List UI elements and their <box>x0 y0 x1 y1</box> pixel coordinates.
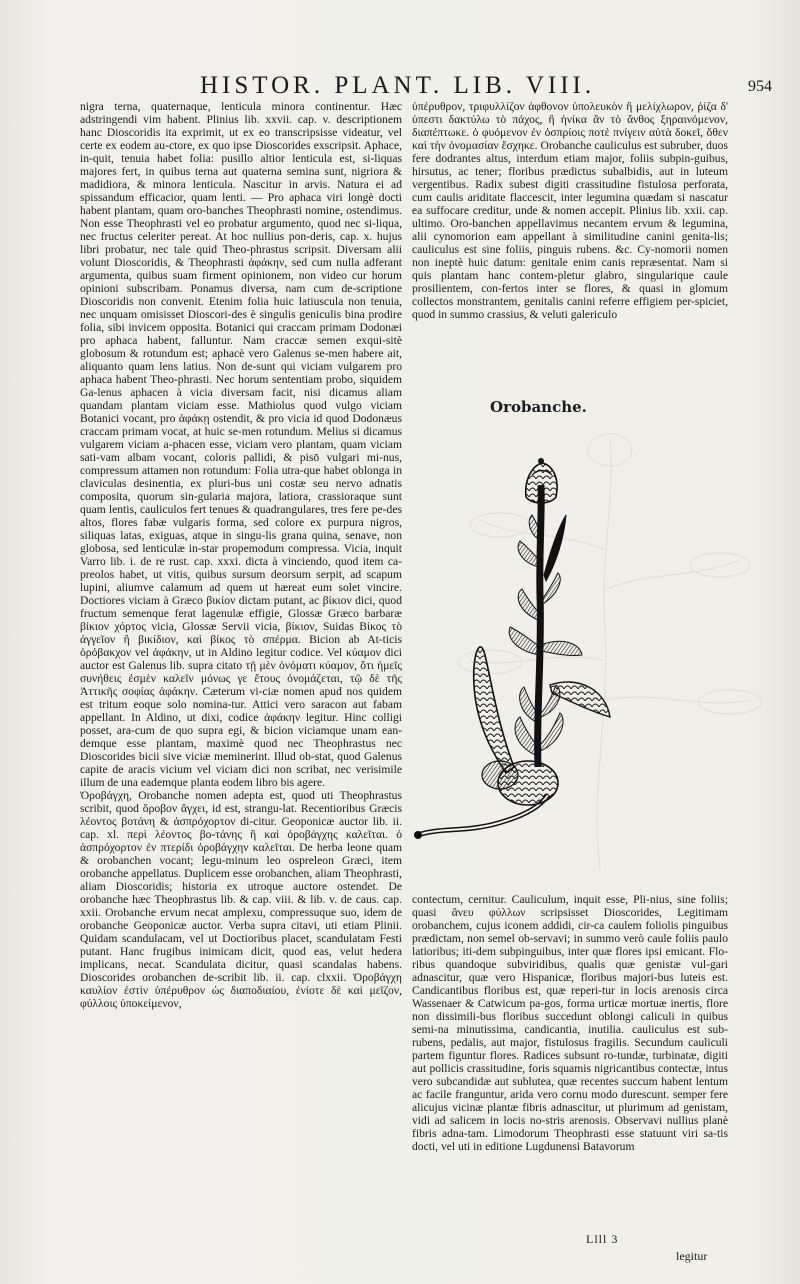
catchword: legitur <box>676 1249 708 1263</box>
left-paragraph-2: Ὀροβάγχη, Orobanche nomen adepta est, quod uti Theophrastus scribit, quod ὄροβον ἄγχει, id est, strangu-lat. Recentioribus Græcis λέοντος βοτάνη & ἀσπρόχορτον di-citur. Geoponicæ auctor lib. ii. cap. xl. περὶ λέοντος βο-τάνης ἢ καὶ ὀροβάγχης καλεῖται. ὁ ἀσπρόχορτον ἐν πτερίδι ὀροβάγχην καλεῖται. De herba leone quam & orobanchen vocant; legu-minum leo ospreleon Græci, item orobanche appellatus. Duplicem esse orobanchen, aliam Theophrasti, aliam Dioscoridis; historia ex utroque auctore ostendet. De orobanche hæc Theophrastus lib. & cap. viii. & lib. v. de caus. cap. xxii. Orobanche ervum necat amplexu, compressuque suo, idem de orobanche Geoponicæ auctor. Verba supra citavi, uti etiam Plinii. Quidam scandulacam, vel ut Doctioribus placet, scandulatam Festi putant. Hanc frugibus inimicam dicit, quod eas, velut hedera implicans, necat. Scandulata dicitur, quasi scandalas habens. Dioscorides orobanchen de-scribit lib. ii. cap. clxxii. Ὀροβάγχη καυλίον ἐστὶν ὑπέρυθρον ὡς διαποδιαίου, ἐνίοτε δὲ καὶ μεῖζον, φύλλοις ὑποκείμενον, <box>80 789 402 1010</box>
right-paragraph-bottom: contectum, cernitur. Cauliculum, inquit esse, Pli-nius, sine foliis; quasi ἄνευ φύλλων scripsisset Dioscorides, Legitimam orobanchem, cujus iconem addidi, cir-ca caulem foliolis pinguibus prædictam, non semel ob-servavi; in summo verò caule foliis paulo latioribus; iti-dem subpinguibus, inter quæ flores ipsi emicant. Flo-ribus quandoque subviridibus, qualis quæ genistæ vul-gari adnascitur, quæ vero Hispanicæ, floribus majori-bus luteis est. Candicantibus floribus est, quæ reperi-tur in locis arenosis circa Wassenaer & Catwicum pa-gos, forma urticæ mortuæ inertis, flore non dissimili-bus floribus succedunt oblongi caliculi in quibus semi-na minutissima, candicantia, inutilia. cauliculus est sub-rubens, pedalis, aut major, fistulosus fragilis. Secundum cauliculi partem figuntur flores. Radices subsunt ro-tundæ, turbinatæ, digiti aut pollicis crassitudine, foris squamis nigricantibus contectæ, intus vero subcandidæ aut sublutea, quæ recentes succum habent lentum ac facile franguntur, arida vero cornu modo durescunt. semper fere alicujus vicinæ plantæ fibris adnascitur, ut plurimum ad genistam, vidi ad salicem in locis no-stris arenosis. Observavi nullius planè fibris adna-tam. Limodorum Theophrasti esse statuunt viri sa-tis docti, vel uti in editione Lugdunensi Batavorum <box>412 893 728 1153</box>
right-column-bottom <box>412 893 728 1153</box>
orobanche-woodcut-icon <box>410 455 660 850</box>
right-paragraph-top: ὑπέρυθρον, τριφυλλίζον ἀφθονον ὑπολευκὸν ἢ μελίχλωρον, ῥίζα δ' ὑπεστι δακτύλω τὸ πάχος, ἣ ἡνίκα ἂν τὸ ἄνθος ξηραινόμενον, διαπέπτωκε. ὁ φυόμενον ἐν ὀσπρίοις ποτὲ πνίγειν αὐτὰ δοκεῖ, ὅθεν καὶ τὴν ὀνομασίαν ἔσχηκε. Orobanche cauliculus est subruber, duos fere dodrantes altus, interdum etiam major, foliis subpin-guibus, hirsutus, ac tener; floribus prædictus subalbidis, aut in luteum vergentibus. Radix subest digiti crassitudine fistulosa perforata, cum caulis ariditate flaccescit, inter legumina quædam si nascatur ea suffocare creditur, unde & nomen accepit. Plinius lib. xxii. cap. ultimo. Oro-banchen appellavimus necantem ervum & legumina, alii cynomorion eam appellant à similitudine canini genita-lis; cauliculus est sine foliis, pinguis rubens. &c. Cy-nomorii nomen non ineptè huic datum: genitale enim canis repræsentat. Nam si quis plantam hanc contem-pletur glabro, singularique caule prosilientem, con-fertos inter se flores, & quasi in glomum collectos monstrantem, genitalis canini referre effigiem per-spiciet, quod in summo crassius, & veluti galericulo <box>412 100 728 321</box>
left-paragraph-1: nigra terna, quaternaque, lenticula minora continentur. Hæc adstringendi vim habent. Plinius lib. xxvii. cap. v. descriptionem hanc Dioscoridis ita exprimit, ut ex eo transcripsisse videatur, vel certe ex eodem au-ctore, ex quo ipse Dioscorides exscripsit. Aphace, in-quit, tenuia habet folia: pusillo altior lenticula est, si-liquas majores fert, in quibus terna aut quaterna semina sunt, nigriora & madidiora, & minora lenticula. Nascitur in arvis. Natura ei ad spissandum efficacior, quam lenti. — Pro aphaca viri longè docti habent plantam, quam oro-banches Theophrasti nomine, ostendimus. Non esse Theophrasti vel eo probatur argumento, quod nec si-liqua, nec fructus celeriter pereat. At hoc nullius pon-deris, cap. x. hujus libri probatur, nec tale quid Theo-phrastus scripsit. Diversam alii volunt Dioscoridis, & Theophrasti ἀφάκην, sed cum nulla adferant argumenta, quibus suam firment opinionem, non video cur horum opinioni subscribam. Ponamus diversa, nam cum de-scriptione Dioscoridis non convenit. Etenim folia huic latiuscula non tenuia, nec unquam omisisset Dioscori-des è singulis geniculis bina prodire folia, sibi invicem opposita. Botanici qui craccam primam Dodonæi pro aphaca habent, falluntur. Nam craccæ semen exqui-sitè globosum & rotundum est; aphacè vero Galenus se-men habere ait, aliquanto quam lens latius. Non de-sunt qui viciam vulgarem pro aphaca habent Theo-phrasti. Nec horum sententiam probo, siquidem Ga-lenus aphacen à vicia diversam facit, nisi dicamus aliam quandam plantam viciam esse. Mathiolus quod vulgo viciam Botanici vocant, pro ἀφάκῃ ostendit, & pro vicia id quod Dodonæus craccam primam vocat, at huic se-men rotundum. Melius si dicamus vulgarem viciam a-phacen esse, viciam vero plantam, quam viciam sati-vam albam vocant, coloris pallidi, & pisō vulgari mi-nus, compressum attamen non rotundum: Folia utra-que habet oblonga in claviculas desinentia, ex pluri-bus uni costæ seu nervo adnatis composita, quorum sin-gularia majora, latiora, crassioraque sunt quam lentis, cauliculos fert tenues & quadrangulares, tres fere pe-des altos, flores fabæ vulgaris forma, sed colore ex purpura nigros, siliquas latas, exiguas, atque in singu-lis grana quina, senave, non globosa, sed lenticulæ in-star propemodum compressa. Vicia, inquit Varro lib. i. de re rust. cap. xxxi. dicta à vinciendo, quod item ca-preolos habet, ut vitis, quibus sursum deorsum serpit, ad scapum lupini, aliumve calamum ad quem ut hæreat eum solet vincire. Doctiores viciam à Græco βικίον dictam putant, ac βίκιον dici, quod fructum semenque ferat lagenulæ effigie, Glossæ Græco barbaræ βίκιον χόρτος vicia, Glossæ Servii vicia, βίκιον, Suidas Βίκος τὸ ἀγγεῖον ἢ βικίδιον, καὶ βίκος τὸ σπέρμα. Bicion ab At-ticis ὀρόβακχον vel ἀφάκην, ut in Aldino legitur codice. Vel κύαμον dici auctor est Galenus lib. supra citato τῇ μὲν ὀνόματι κύαμον, ὅτι ἡμεῖς συνήθεις ἐσμὲν καλεῖν μόνως γε ἔτους ὀνομάζεται, τῷ δὲ τῆς Ἀττικῆς σοφίας ἀφάκην. Cæterum vi-ciæ nomen apud nos quidem est tritum eoque solo nomina-tur. Attici vero saracon aut fabam appellant. In Aldino, ut dixi, codice ἀφάκην legitur. Hinc colligi posset, ara-cum de quo supra egi, & bicion viciamque unam ean-demque esse plantam, maximè quod nec Theophrastus nec Dioscorides bicii sive viciæ meminerint. Illud ob-stat, quod Galenus capite de aracis vicium vel viciam dici non scribat, nec verisimile illum de una eademque planta eodem libro bis agere. <box>80 100 402 789</box>
right-column-top <box>412 100 728 321</box>
running-title: HISTOR. PLANT. LIB. VIII. <box>200 72 596 99</box>
left-column <box>80 100 402 1010</box>
signature-mark: Llll 3 <box>586 1232 619 1246</box>
figure-caption: Orobanche. <box>490 398 587 416</box>
running-head <box>0 70 800 104</box>
page-number: 954 <box>748 78 772 95</box>
orobanche-illustration <box>410 455 660 850</box>
